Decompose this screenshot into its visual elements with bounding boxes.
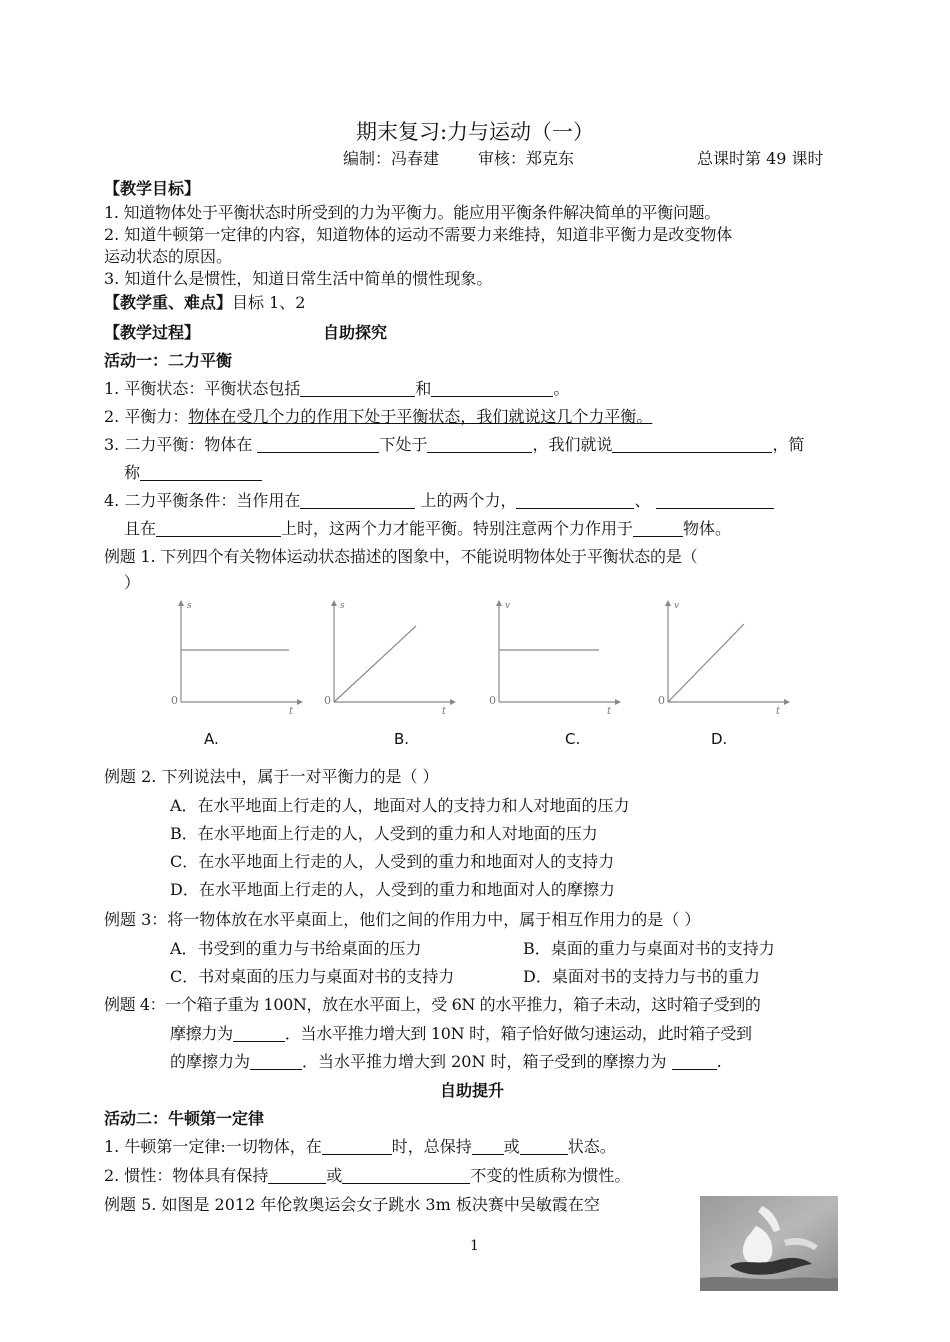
answer-blank	[268, 1167, 326, 1184]
text: 摩擦力为	[170, 1024, 233, 1043]
text: 且在	[124, 519, 157, 538]
example3-option-c: C．书对桌面的压力与桌面对书的支持力	[170, 967, 455, 986]
answer-blank	[342, 1167, 470, 1184]
text: 2. 平衡力：	[104, 407, 189, 426]
reviewer-credit: 审核：郑克东	[478, 149, 575, 168]
answer-blank	[427, 436, 532, 453]
text: 1. 平衡状态：平衡状态包括	[104, 379, 301, 398]
example3-option-b: B．桌面的重力与桌面对书的支持力	[523, 939, 775, 958]
answer-blank	[431, 380, 553, 397]
page-number: 1	[470, 1238, 479, 1254]
graph-a-label: A.	[204, 730, 219, 748]
text: 4. 二力平衡条件：当作用在	[104, 491, 301, 510]
text: 不变的性质称为惯性。	[470, 1166, 631, 1185]
graph-line	[334, 626, 416, 702]
text: 2. 惯性：物体具有保持	[104, 1166, 269, 1185]
answer-blank	[140, 464, 262, 481]
x-label: t	[607, 706, 612, 716]
objective-3: 3. 知道什么是惯性，知道日常生活中简单的惯性现象。	[104, 269, 493, 288]
answer-blank	[250, 1053, 302, 1070]
x-label: t	[442, 706, 447, 716]
example3-question: 例题 3：将一物体放在水平桌面上，他们之间的作用力中，属于相互作用力的是（ ）	[104, 910, 701, 929]
example2-question: 例题 2. 下列说法中，属于一对平衡力的是（ ）	[104, 767, 439, 786]
origin-label: 0	[324, 694, 331, 707]
example1-close: ）	[124, 573, 141, 592]
keypoints-heading: 【教学重、难点】	[104, 293, 233, 312]
editor-credit: 编制：冯春建	[343, 149, 440, 168]
graph-b-label: B.	[394, 730, 410, 748]
diver-photo	[700, 1196, 838, 1291]
objective-2b: 运动状态的原因。	[104, 247, 233, 266]
text: 。	[553, 379, 570, 398]
y-label: v	[505, 601, 511, 611]
graph-b	[318, 598, 458, 716]
text: ，简	[772, 435, 805, 454]
answer-blank	[300, 492, 415, 509]
section-self-explore: 自助探究	[323, 323, 388, 342]
answer-blank	[300, 380, 415, 397]
text: 称	[124, 463, 141, 482]
activity1-line3	[104, 434, 805, 456]
activity1-line3b	[124, 462, 262, 484]
example3-option-d: D．桌面对书的支持力与书的重力	[523, 967, 760, 986]
example4-line3	[170, 1051, 722, 1073]
answer-blank	[516, 492, 634, 509]
y-arrow	[178, 600, 184, 606]
answer-blank	[612, 436, 772, 453]
text: 下处于	[379, 435, 428, 454]
text: 上的两个力，	[415, 491, 517, 510]
text: 或	[326, 1166, 343, 1185]
example3-option-a: A．书受到的重力与书给桌面的压力	[170, 939, 422, 958]
text: 、	[634, 491, 656, 510]
text: 上时，这两个力才能平衡。特别注意两个力作用于	[281, 519, 634, 538]
answer-blank	[233, 1025, 285, 1042]
activity1-heading: 活动一：二力平衡	[104, 351, 233, 370]
text: 的摩擦力为	[170, 1052, 251, 1071]
x-label: t	[289, 706, 294, 716]
example4-line1: 例题 4：一个箱子重为 100N，放在水平面上，受 6N 的水平推力，箱子未动，这时箱子受到的	[104, 995, 761, 1014]
origin-label: 0	[489, 694, 496, 707]
section-self-improve: 自助提升	[440, 1081, 505, 1100]
text: ．当水平推力增大到 10N 时，箱子恰好做匀速运动，此时箱子受到	[284, 1024, 752, 1043]
example5-text: 例题 5. 如图是 2012 年伦敦奥运会女子跳水 3m 板决赛中吴敏霞在空	[104, 1195, 600, 1214]
y-arrow	[665, 600, 671, 606]
activity2-heading: 活动二：牛顿第一定律	[104, 1109, 265, 1128]
example2-option-d: D．在水平地面上行走的人，人受到的重力和地面对人的摩擦力	[170, 880, 615, 899]
objectives-heading: 【教学目标】	[104, 179, 201, 198]
x-arrow	[450, 699, 456, 705]
keypoints-line	[104, 292, 305, 314]
activity1-line4	[104, 490, 774, 512]
origin-label: 0	[171, 694, 178, 707]
y-label: v	[674, 601, 680, 611]
objective-1: 1. 知道物体处于平衡状态时所受到的力为平衡力。能应用平衡条件解决简单的平衡问题。	[104, 203, 721, 222]
x-arrow	[297, 699, 303, 705]
example2-option-c: C．在水平地面上行走的人，人受到的重力和地面对人的支持力	[170, 852, 615, 871]
answer-blank	[156, 520, 281, 537]
underlined-text: 物体在受几个力的作用下处于平衡状态，我们就说这几个力平衡。	[188, 407, 653, 426]
x-arrow	[615, 699, 621, 705]
activity2-line2	[104, 1165, 630, 1187]
graph-d	[652, 598, 792, 716]
text: 状态。	[567, 1137, 616, 1156]
example4-line2	[170, 1023, 752, 1045]
keypoints-text: 目标 1、2	[232, 293, 306, 312]
graph-a	[165, 598, 305, 716]
text: ，我们就说	[532, 435, 613, 454]
answer-blank	[672, 1053, 717, 1070]
y-arrow	[331, 600, 337, 606]
x-arrow	[784, 699, 790, 705]
example2-option-a: A．在水平地面上行走的人，地面对人的支持力和人对地面的压力	[170, 796, 630, 815]
graph-c	[483, 598, 623, 716]
page-title: 期末复习:力与运动（一）	[355, 120, 595, 144]
graph-d-label: D.	[711, 730, 728, 748]
text: .	[716, 1052, 722, 1071]
text: 物体。	[683, 519, 732, 538]
graph-c-label: C.	[565, 730, 581, 748]
text: ．当水平推力增大到 20N 时，箱子受到的摩擦力为	[302, 1052, 672, 1071]
origin-label: 0	[658, 694, 665, 707]
text: 1. 牛顿第一定律:一切物体，在	[104, 1137, 322, 1156]
text: 或	[503, 1137, 520, 1156]
answer-blank	[322, 1138, 392, 1155]
y-arrow	[496, 600, 502, 606]
answer-blank	[656, 492, 774, 509]
activity1-line1	[104, 378, 569, 400]
text: 3. 二力平衡：物体在	[104, 435, 258, 454]
graph-line	[668, 624, 744, 702]
y-label: s	[340, 601, 345, 611]
activity1-line2	[104, 406, 652, 428]
answer-blank	[520, 1138, 568, 1155]
process-heading: 【教学过程】	[104, 323, 201, 342]
text: 时，总保持	[391, 1137, 472, 1156]
text: 和	[415, 379, 432, 398]
y-label: s	[187, 601, 192, 611]
example1-question: 例题 1. 下列四个有关物体运动状态描述的图象中，不能说明物体处于平衡状态的是（	[104, 547, 698, 566]
answer-blank	[257, 436, 379, 453]
activity2-line1	[104, 1136, 616, 1158]
objective-2a: 2. 知道牛顿第一定律的内容，知道物体的运动不需要力来维持，知道非平衡力是改变物体	[104, 225, 733, 244]
activity1-line4b	[124, 518, 731, 540]
lesson-count: 总课时第 49 课时	[697, 149, 824, 168]
answer-blank	[633, 520, 683, 537]
answer-blank	[472, 1138, 504, 1155]
x-label: t	[776, 706, 781, 716]
example2-option-b: B．在水平地面上行走的人，人受到的重力和人对地面的压力	[170, 824, 598, 843]
